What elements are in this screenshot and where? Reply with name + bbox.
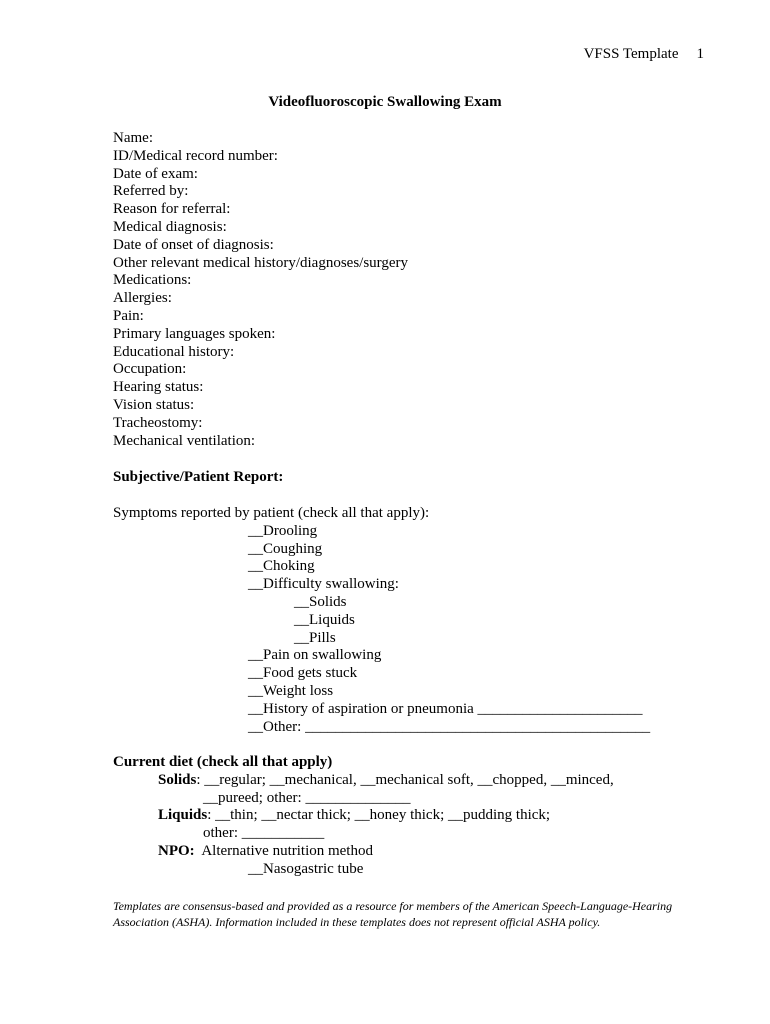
symptom-choking: __Choking bbox=[248, 558, 315, 575]
field-reason: Reason for referral: bbox=[113, 201, 231, 218]
symptoms-intro: Symptoms reported by patient (check all that apply): bbox=[113, 505, 430, 521]
field-ventilation: Mechanical ventilation: bbox=[113, 432, 256, 449]
field-onset: Date of onset of diagnosis: bbox=[113, 236, 274, 253]
diet-liquids bbox=[113, 807, 614, 825]
subjective-heading: Subjective/Patient Report: bbox=[113, 469, 284, 485]
field-languages: Primary languages spoken: bbox=[113, 325, 276, 342]
field-pain: Pain: bbox=[113, 307, 144, 324]
field-name: Name: bbox=[113, 130, 153, 146]
field-referred-by: Referred by: bbox=[113, 183, 189, 200]
symptom-other: __Other: ______________________________________________ bbox=[248, 718, 651, 735]
running-header bbox=[584, 46, 704, 63]
field-occupation: Occupation: bbox=[113, 361, 187, 378]
liquids-options: : __thin; __nectar thick; __honey thick; __pudding thick; bbox=[207, 807, 551, 824]
symptom-aspiration: __History of aspiration or pneumonia ______________________ bbox=[248, 700, 643, 717]
symptom-solids: __Solids bbox=[294, 593, 347, 610]
field-date-of-exam: Date of exam: bbox=[113, 165, 198, 182]
symptom-pain: __Pain on swallowing bbox=[248, 647, 382, 664]
diet-heading: Current diet (check all that apply) bbox=[113, 754, 333, 770]
field-allergies: Allergies: bbox=[113, 290, 172, 307]
field-tracheostomy: Tracheostomy: bbox=[113, 414, 203, 431]
symptom-weight-loss: __Weight loss bbox=[248, 682, 334, 699]
solids-label: Solids bbox=[158, 771, 197, 788]
running-title: VFSS Template bbox=[583, 46, 679, 62]
document-title: Videofluoroscopic Swallowing Exam bbox=[268, 94, 502, 110]
symptoms-checklist bbox=[113, 505, 673, 736]
patient-info-fields bbox=[113, 130, 408, 450]
symptom-coughing: __Coughing bbox=[248, 540, 323, 557]
field-history: Other relevant medical history/diagnoses/surgery bbox=[113, 254, 409, 271]
npo-label: NPO: bbox=[158, 842, 195, 859]
diet-solids bbox=[113, 772, 614, 790]
symptom-stuck: __Food gets stuck bbox=[248, 665, 358, 682]
diet-liquids-cont: other: ___________ bbox=[203, 825, 325, 842]
field-hearing: Hearing status: bbox=[113, 379, 204, 396]
diet-solids-cont: __pureed; other: ______________ bbox=[203, 789, 411, 806]
symptom-drooling: __Drooling bbox=[248, 522, 318, 539]
diet-npo bbox=[113, 843, 614, 861]
field-education: Educational history: bbox=[113, 343, 235, 360]
field-diagnosis: Medical diagnosis: bbox=[113, 218, 227, 235]
npo-nasogastric: __Nasogastric tube bbox=[248, 860, 364, 877]
symptom-pills: __Pills bbox=[294, 629, 336, 646]
current-diet bbox=[113, 754, 614, 879]
npo-text: Alternative nutrition method bbox=[194, 842, 373, 859]
solids-options: : __regular; __mechanical, __mechanical soft, __chopped, __minced, bbox=[196, 771, 614, 788]
symptom-difficulty: __Difficulty swallowing: bbox=[248, 576, 399, 593]
field-medications: Medications: bbox=[113, 272, 192, 289]
field-vision: Vision status: bbox=[113, 396, 195, 413]
footer-disclaimer: Templates are consensus-based and provided as a resource for members of the American Speech-Language-Hearing Association (ASHA). Information included in these templates does not represent official ASHA policy. bbox=[113, 899, 673, 929]
field-id: ID/Medical record number: bbox=[113, 147, 278, 164]
page-number: 1 bbox=[696, 46, 704, 62]
liquids-label: Liquids bbox=[158, 807, 208, 824]
symptom-liquids: __Liquids bbox=[294, 611, 355, 628]
